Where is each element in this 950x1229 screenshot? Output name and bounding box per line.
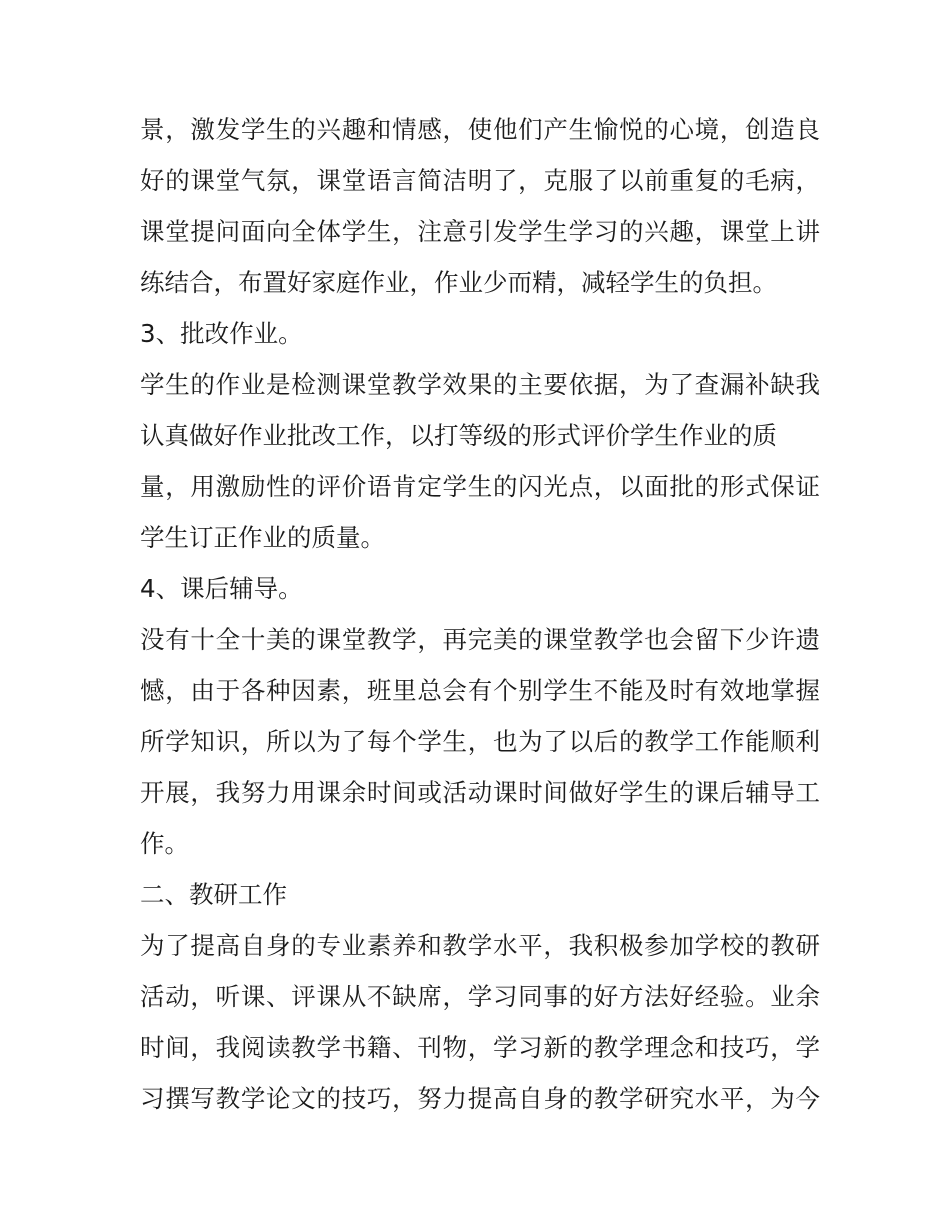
text-line: 为了提高自身的专业素养和教学水平，我积极参加学校的教研 <box>140 931 820 960</box>
text-line: 开展，我努力用课余时间或活动课时间做好学生的课后辅导工 <box>140 778 820 807</box>
text-line: 活动，听课、评课从不缺席，学习同事的好方法好经验。业余 <box>140 982 820 1011</box>
text-line: 憾，由于各种因素，班里总会有个别学生不能及时有效地掌握 <box>140 676 820 705</box>
document-body <box>140 104 820 1124</box>
text-line: 没有十全十美的课堂教学，再完美的课堂教学也会留下少许遗 <box>140 625 820 654</box>
text-line: 练结合，布置好家庭作业，作业少而精，减轻学生的负担。 <box>140 268 777 297</box>
text-line: 认真做好作业批改工作，以打等级的形式评价学生作业的质 <box>140 421 777 450</box>
section-heading: 二、教研工作 <box>140 880 287 909</box>
text-line: 时间，我阅读教学书籍、刊物，学习新的教学理念和技巧，学 <box>140 1033 820 1062</box>
text-line: 学生的作业是检测课堂教学效果的主要依据，为了查漏补缺我 <box>140 370 820 399</box>
text-line: 课堂提问面向全体学生，注意引发学生学习的兴趣，课堂上讲 <box>140 217 820 246</box>
text-line: 量，用激励性的评价语肯定学生的闪光点，以面批的形式保证 <box>140 472 820 501</box>
text-line: 好的课堂气氛，课堂语言简洁明了，克服了以前重复的毛病， <box>140 166 820 195</box>
text-line: 所学知识，所以为了每个学生，也为了以后的教学工作能顺利 <box>140 727 820 756</box>
text-line: 学生订正作业的质量。 <box>140 523 385 552</box>
text-line: 景，激发学生的兴趣和情感，使他们产生愉悦的心境，创造良 <box>140 115 820 144</box>
text-line: 习撰写教学论文的技巧，努力提高自身的教学研究水平，为今 <box>140 1084 820 1113</box>
text-line: 作。 <box>140 829 189 858</box>
section-heading: 3、批改作业。 <box>140 319 303 348</box>
section-heading: 4、课后辅导。 <box>140 574 303 603</box>
